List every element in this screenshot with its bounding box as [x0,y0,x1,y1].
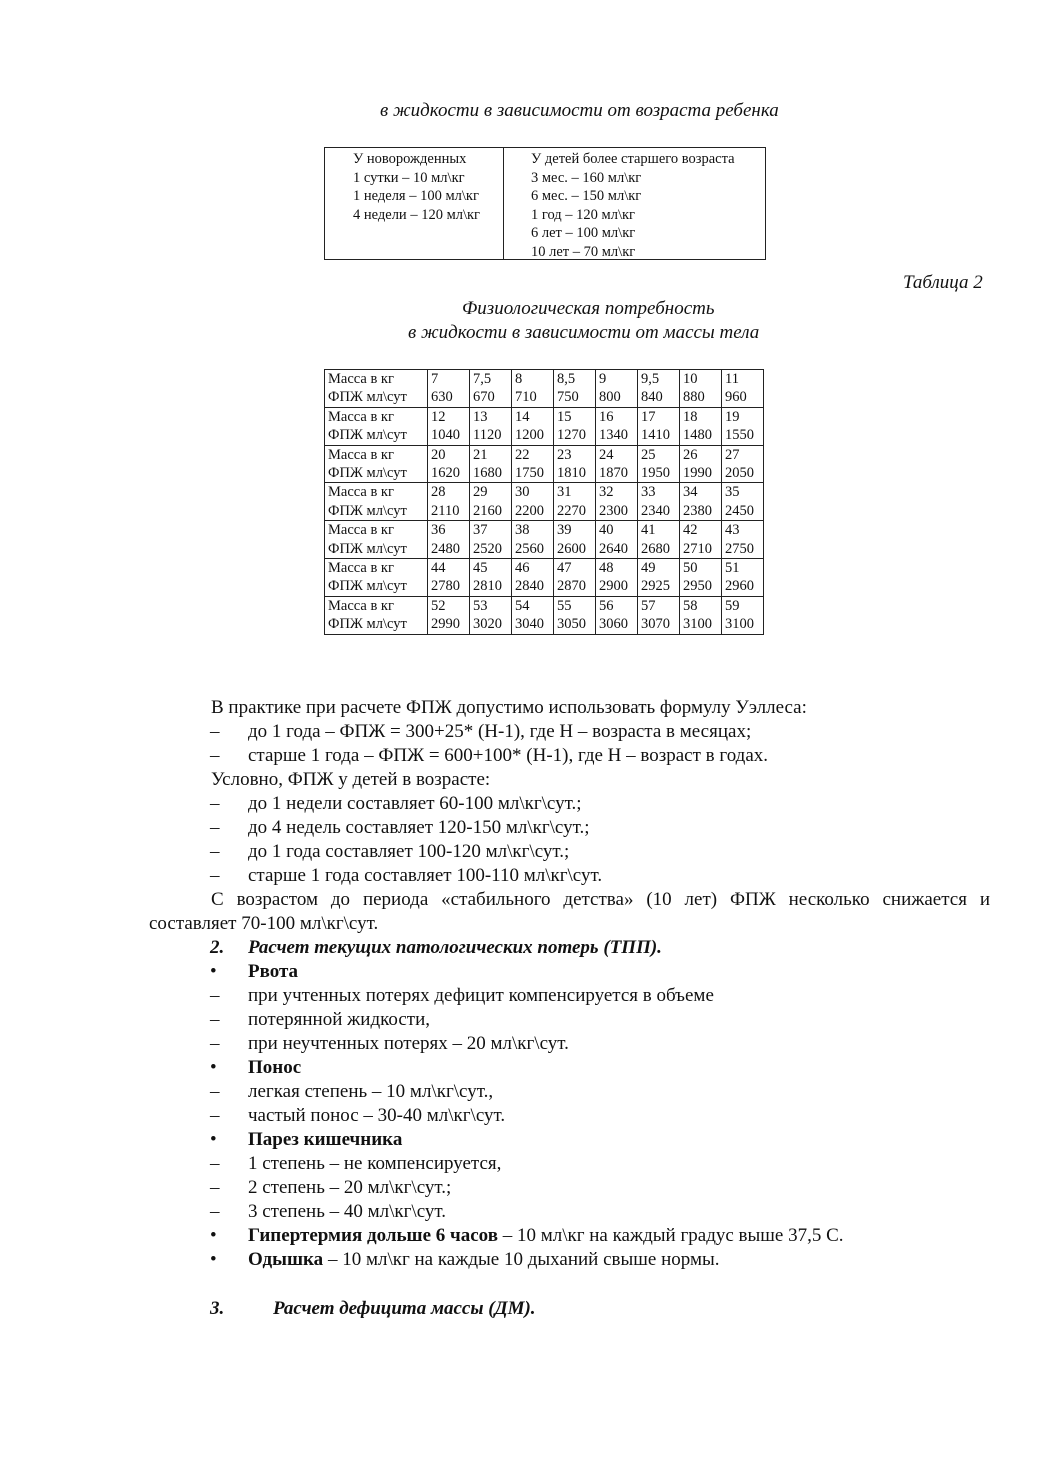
mass-value: 13 [473,408,488,425]
dyspnea-text: – 10 мл\кг на каждые 10 дыханий свыше нормы. [323,1249,720,1270]
table-cell: 4 недели – 120 мл\кг [353,206,480,223]
fpzh-value: 1270 [557,427,586,444]
fpzh-label: ФПЖ мл\сут [328,389,407,406]
fpzh-value: 3050 [557,616,586,633]
dash-marker: – [210,1201,220,1222]
mass-label: Масса в кг [328,371,394,387]
row-label-cell [325,407,428,445]
section2-title: Расчет текущих патологических потерь (ТПП). [248,937,662,958]
table-row [325,596,764,634]
table-cell [470,596,512,634]
paragraph-line: С возрастом до периода «стабильного детства» (10 лет) ФПЖ несколько снижается и [211,889,990,910]
table-cell [512,445,554,483]
fpzh-label: ФПЖ мл\сут [328,616,407,633]
mass-value: 9 [599,371,607,387]
table-cell [638,521,680,559]
mass-value: 36 [431,522,446,539]
fpzh-value: 960 [725,389,747,406]
table-row [325,521,764,559]
vomit-title: Рвота [248,961,299,982]
fpzh-value: 1620 [431,465,460,482]
table-row [325,407,764,445]
dash-marker: – [210,817,220,838]
fpzh-value: 2750 [725,540,754,557]
mass-value: 7 [431,371,439,387]
table-cell: 6 лет – 100 мл\кг [531,225,636,242]
hyperthermia-text: – 10 мл\кг на каждый градус выше 37,5 С. [497,1225,844,1246]
mass-value: 47 [557,560,572,577]
dash-marker: – [210,1153,220,1174]
bullet-marker: • [210,961,217,982]
list-item: до 4 недель составляет 120-150 мл\кг\сут.; [248,817,590,838]
mass-value: 33 [641,484,656,501]
mass-value: 24 [599,446,614,463]
fpzh-value: 1120 [473,427,502,444]
section3-title: Расчет дефицита массы (ДМ). [273,1298,536,1319]
mass-value: 51 [725,560,740,577]
fpzh-value: 1950 [641,465,670,482]
table-cell [554,596,596,634]
mass-value: 42 [683,522,698,539]
dash-marker: – [210,865,220,886]
fpzh-value: 2340 [641,502,670,519]
table-row [325,483,764,521]
fpzh-value: 880 [683,389,705,406]
mass-label: Масса в кг [328,484,394,501]
fpzh-label: ФПЖ мл\сут [328,465,407,482]
fpzh-value: 2710 [683,540,712,557]
dash-marker: – [210,793,220,814]
fpzh-value: 3020 [473,616,502,633]
list-item: 3 степень – 40 мл\кг\сут. [248,1201,446,1222]
mass-value: 58 [683,597,698,614]
table-cell [512,521,554,559]
row-label-cell [325,370,428,408]
mass-value: 56 [599,597,614,614]
mass-value: 21 [473,446,488,463]
mass-value: 37 [473,522,488,539]
table-cell [554,407,596,445]
fpzh-value: 2925 [641,578,670,595]
dash-marker: – [210,721,220,742]
table2-title-line1: Физиологическая потребность [462,298,715,319]
table2-title-line2: в жидкости в зависимости от массы тела [408,322,760,343]
row-label-cell [325,521,428,559]
table-cell [596,370,638,408]
table-cell [470,521,512,559]
dash-marker: – [210,1105,220,1126]
table-cell [596,483,638,521]
mass-label: Масса в кг [328,597,394,614]
table-cell [512,559,554,597]
mass-value: 8,5 [557,371,576,387]
list-item: потерянной жидкости, [248,1009,431,1030]
table-cell [470,483,512,521]
fpzh-value: 2780 [431,578,460,595]
fpzh-value: 1870 [599,465,628,482]
table-cell [638,596,680,634]
fpzh-value: 2560 [515,540,544,557]
fpzh-label: ФПЖ мл\сут [328,540,407,557]
mass-label: Масса в кг [328,560,394,577]
table-cell [470,445,512,483]
mass-value: 15 [557,408,572,425]
mass-value: 11 [725,371,739,387]
table-cell [512,370,554,408]
fpzh-value: 1810 [557,465,586,482]
fpzh-label: ФПЖ мл\сут [328,578,407,595]
table-row [325,559,764,597]
table-cell: У новорожденных [353,151,467,167]
table-cell [428,521,470,559]
table-cell [554,445,596,483]
bullet-marker: • [210,1057,217,1078]
bullet-marker: • [210,1225,217,1246]
fpzh-value: 3100 [683,616,712,633]
table-divider [503,148,504,259]
table-cell [596,521,638,559]
table-cell [428,483,470,521]
fpzh-value: 2960 [725,578,754,595]
table-cell [428,445,470,483]
table-cell [470,407,512,445]
hyperthermia-title: Гипертермия дольше 6 часов [248,1225,498,1246]
section3-number: 3. [210,1298,225,1319]
fpzh-value: 2050 [725,465,754,482]
table-cell [638,445,680,483]
table-cell [680,521,722,559]
fpzh-value: 2300 [599,502,628,519]
mass-value: 49 [641,560,656,577]
fpzh-value: 1040 [431,427,460,444]
dash-marker: – [210,985,220,1006]
fpzh-value: 3070 [641,616,670,633]
mass-value: 30 [515,484,530,501]
mass-value: 28 [431,484,446,501]
table-cell [722,370,764,408]
mass-value: 12 [431,408,446,425]
table1-caption: в жидкости в зависимости от возраста ребенка [380,100,779,121]
mass-label: Масса в кг [328,522,394,539]
list-item: старше 1 года – ФПЖ = 600+100* (Н-1), где Н – возраст в годах. [248,745,769,766]
age-fluid-table [324,147,766,260]
table-cell [680,559,722,597]
table-cell [428,370,470,408]
mass-value: 34 [683,484,698,501]
mass-value: 50 [683,560,698,577]
dash-marker: – [210,841,220,862]
mass-value: 7,5 [473,371,492,387]
mass-value: 57 [641,597,656,614]
paresis-title: Парез кишечника [248,1129,403,1150]
mass-value: 52 [431,597,446,614]
dyspnea-title: Одышка [248,1249,324,1270]
list-item: до 1 недели составляет 60-100 мл\кг\сут.; [248,793,582,814]
fpzh-value: 2160 [473,502,502,519]
mass-value: 16 [599,408,614,425]
mass-value: 39 [557,522,572,539]
mass-value: 55 [557,597,572,614]
diarrhea-title: Понос [248,1057,302,1078]
fpzh-value: 2640 [599,540,628,557]
mass-value: 59 [725,597,740,614]
table-cell [596,445,638,483]
list-item: частый понос – 30-40 мл\кг\сут. [248,1105,506,1126]
mass-label: Масса в кг [328,446,394,463]
mass-value: 10 [683,371,698,387]
table-cell: 3 мес. – 160 мл\кг [531,169,642,186]
table-cell [554,521,596,559]
table-cell [680,370,722,408]
table-cell [722,559,764,597]
dash-marker: – [210,1177,220,1198]
table-cell [470,559,512,597]
table-cell [554,559,596,597]
table-cell: 1 сутки – 10 мл\кг [353,169,465,186]
fpzh-value: 3040 [515,616,544,633]
table-cell: 10 лет – 70 мл\кг [531,243,636,260]
list-item: 1 степень – не компенсируется, [248,1153,502,1174]
mass-value: 54 [515,597,530,614]
table-cell [554,483,596,521]
table-cell [554,370,596,408]
dash-marker: – [210,1033,220,1054]
fpzh-value: 2110 [431,502,460,519]
table-cell [512,483,554,521]
fpzh-value: 800 [599,389,621,406]
row-label-cell [325,596,428,634]
mass-fluid-table [324,369,764,635]
dash-marker: – [210,1081,220,1102]
mass-value: 45 [473,560,488,577]
table-cell [680,445,722,483]
fpzh-value: 2600 [557,540,586,557]
mass-value: 18 [683,408,698,425]
fpzh-value: 2380 [683,502,712,519]
fpzh-value: 2450 [725,502,754,519]
fpzh-value: 3100 [725,616,754,633]
list-item: до 1 года составляет 100-120 мл\кг\сут.; [248,841,570,862]
list-item: 2 степень – 20 мл\кг\сут.; [248,1177,452,1198]
list-item: при неучтенных потерях – 20 мл\кг\сут. [248,1033,569,1054]
table-cell: У детей более старшего возраста [531,151,735,167]
conditional-intro: Условно, ФПЖ у детей в возрасте: [211,769,491,790]
mass-value: 20 [431,446,446,463]
list-item: при учтенных потерях дефицит компенсируется в объеме [248,985,714,1006]
fpzh-value: 1410 [641,427,670,444]
paragraph-line: составляет 70-100 мл\кг\сут. [149,913,379,934]
fpzh-label: ФПЖ мл\сут [328,502,407,519]
table-cell [596,559,638,597]
table-cell [512,596,554,634]
fpzh-label: ФПЖ мл\сут [328,427,407,444]
table-cell [470,370,512,408]
fpzh-value: 2990 [431,616,460,633]
mass-value: 31 [557,484,572,501]
fpzh-value: 670 [473,389,495,406]
dash-marker: – [210,1009,220,1030]
table-cell: 1 год – 120 мл\кг [531,206,635,223]
fpzh-value: 1340 [599,427,628,444]
fpzh-value: 2900 [599,578,628,595]
table-cell [638,559,680,597]
fpzh-value: 1680 [473,465,502,482]
mass-value: 32 [599,484,614,501]
fpzh-value: 3060 [599,616,628,633]
table-cell: 6 мес. – 150 мл\кг [531,188,642,205]
table-cell [512,407,554,445]
table-row [325,445,764,483]
table-cell [428,596,470,634]
table-cell [722,596,764,634]
mass-value: 48 [599,560,614,577]
fpzh-value: 2480 [431,540,460,557]
fpzh-value: 2520 [473,540,502,557]
table-cell [596,407,638,445]
mass-value: 40 [599,522,614,539]
table-cell [680,483,722,521]
mass-value: 23 [557,446,572,463]
older-children-column [531,150,735,262]
fpzh-value: 1480 [683,427,712,444]
table-cell [596,596,638,634]
mass-value: 19 [725,408,740,425]
bullet-marker: • [210,1129,217,1150]
mass-value: 8 [515,371,523,387]
fpzh-value: 2200 [515,502,544,519]
table-cell [638,407,680,445]
fpzh-value: 630 [431,389,453,406]
table-cell [722,521,764,559]
mass-value: 14 [515,408,530,425]
mass-value: 17 [641,408,656,425]
table-cell: 1 неделя – 100 мл\кг [353,188,479,205]
table-cell [428,407,470,445]
fpzh-value: 1990 [683,465,712,482]
formula-intro: В практике при расчете ФПЖ допустимо использовать формулу Уэллеса: [211,697,807,718]
mass-value: 9,5 [641,371,660,387]
mass-value: 22 [515,446,530,463]
table-row [325,370,764,408]
mass-value: 41 [641,522,656,539]
fpzh-value: 840 [641,389,663,406]
fpzh-value: 2680 [641,540,670,557]
mass-value: 46 [515,560,530,577]
table-cell [722,407,764,445]
row-label-cell [325,445,428,483]
mass-label: Масса в кг [328,408,394,425]
mass-value: 27 [725,446,740,463]
fpzh-value: 2270 [557,502,586,519]
row-label-cell [325,559,428,597]
mass-value: 38 [515,522,530,539]
table-cell [722,445,764,483]
fpzh-value: 2870 [557,578,586,595]
fpzh-value: 710 [515,389,537,406]
mass-value: 35 [725,484,740,501]
mass-value: 43 [725,522,740,539]
table-cell [680,407,722,445]
mass-value: 29 [473,484,488,501]
fpzh-value: 1200 [515,427,544,444]
table2-number: Таблица 2 [903,272,983,293]
table-cell [722,483,764,521]
section2-number: 2. [210,937,225,958]
dash-marker: – [210,745,220,766]
table-cell [638,483,680,521]
newborn-column [353,150,480,224]
mass-value: 26 [683,446,698,463]
mass-value: 25 [641,446,656,463]
list-item: легкая степень – 10 мл\кг\сут., [248,1081,494,1102]
fpzh-value: 750 [557,389,579,406]
fpzh-value: 1750 [515,465,544,482]
hyperthermia-item [248,1224,844,1248]
dyspnea-item [248,1248,720,1272]
fpzh-value: 2950 [683,578,712,595]
table-cell [638,370,680,408]
list-item: до 1 года – ФПЖ = 300+25* (Н-1), где Н – возраста в месяцах; [248,721,752,742]
row-label-cell [325,483,428,521]
list-item: старше 1 года составляет 100-110 мл\кг\сут. [248,865,603,886]
fpzh-value: 2840 [515,578,544,595]
table-cell [428,559,470,597]
table-cell [680,596,722,634]
bullet-marker: • [210,1249,217,1270]
mass-value: 44 [431,560,446,577]
fpzh-value: 2810 [473,578,502,595]
mass-value: 53 [473,597,488,614]
fpzh-value: 1550 [725,427,754,444]
